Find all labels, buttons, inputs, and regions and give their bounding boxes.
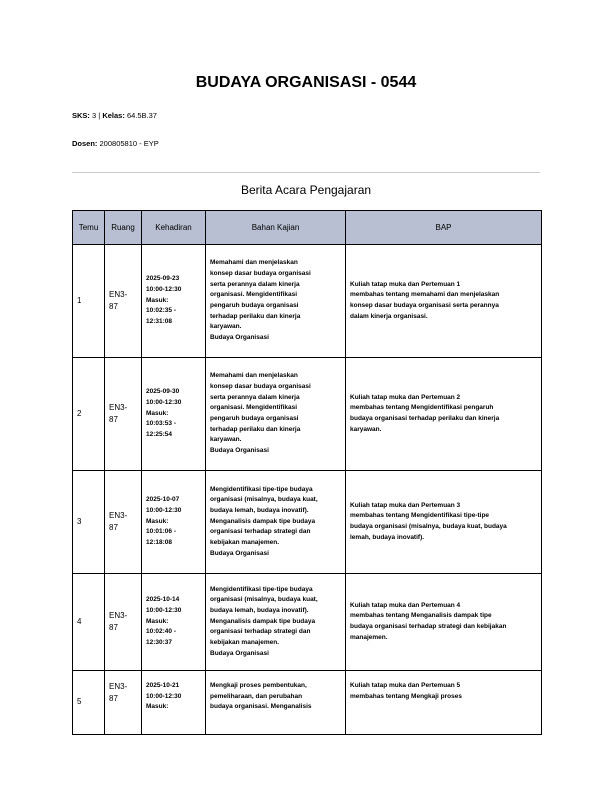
cell-ruang: EN3- 87	[105, 358, 142, 471]
cell-ruang: EN3- 87	[105, 671, 142, 735]
table-row	[73, 471, 542, 574]
cell-ruang: EN3- 87	[105, 574, 142, 671]
cell-bahan-kajian: Mengidentifikasi tipe-tipe budaya organisasi (misalnya, budaya kuat, budaya lemah, budaya inovatif). Menganalisis dampak tipe budaya organisasi terhadap strategi dan kebijakan manajemen. Budaya Organisasi	[206, 471, 346, 574]
header-temu: Temu	[73, 211, 105, 245]
table-row	[73, 574, 542, 671]
cell-bap: Kuliah tatap muka dan Pertemuan 1 membahas tentang memahami dan menjelaskan konsep dasar budaya organisasi serta perannya dalam kinerja organisasi.	[346, 245, 542, 358]
header-bahan-kajian: Bahan Kajian	[206, 211, 346, 245]
section-title: Berita Acara Pengajaran	[240, 183, 372, 197]
header-ruang: Ruang	[105, 211, 142, 245]
cell-kehadiran: 2025-10-21 10:00-12:30 Masuk:	[142, 671, 206, 735]
cell-bahan-kajian: Memahami dan menjelaskan konsep dasar budaya organisasi serta perannya dalam kinerja organisasi. Mengidentifikasi pengaruh budaya organisasi terhadap perilaku dan kinerja karyawan. Budaya Organisasi	[206, 358, 346, 471]
header-bap: BAP	[346, 211, 542, 245]
table-row	[73, 245, 542, 358]
cell-bap: Kuliah tatap muka dan Pertemuan 5 membahas tentang Mengkaji proses	[346, 671, 542, 735]
cell-kehadiran: 2025-10-07 10:00-12:30 Masuk: 10:01:06 - 12:18:08	[142, 471, 206, 574]
sks-label: SKS:	[72, 111, 90, 120]
cell-bahan-kajian: Memahami dan menjelaskan konsep dasar budaya organisasi serta perannya dalam kinerja organisasi. Mengidentifikasi pengaruh budaya organisasi terhadap perilaku dan kinerja karyawan. Budaya Organisasi	[206, 245, 346, 358]
lecturer-meta	[72, 139, 159, 148]
course-meta	[72, 111, 157, 120]
dosen-label: Dosen:	[72, 139, 98, 148]
cell-ruang: EN3- 87	[105, 471, 142, 574]
sks-value: 3	[92, 111, 97, 120]
dosen-value: 200805810 - EYP	[99, 139, 159, 148]
cell-temu: 2	[73, 358, 105, 471]
kelas-value: 64.5B.37	[126, 111, 157, 120]
divider	[72, 172, 540, 173]
table-row	[73, 671, 542, 735]
cell-temu: 5	[73, 671, 105, 735]
cell-kehadiran: 2025-10-14 10:00-12:30 Masuk: 10:02:40 - 12:30:37	[142, 574, 206, 671]
table-header-row	[73, 211, 542, 245]
bap-table	[72, 210, 542, 735]
meta-separator: |	[98, 111, 101, 120]
cell-bap: Kuliah tatap muka dan Pertemuan 4 membahas tentang Menganalisis dampak tipe budaya organisasi terhadap strategi dan kebijakan manajemen.	[346, 574, 542, 671]
cell-temu: 4	[73, 574, 105, 671]
cell-bahan-kajian: Mengkaji proses pembentukan, pemeliharaan, dan perubahan budaya organisasi. Menganalisis	[206, 671, 346, 735]
kelas-label: Kelas:	[102, 111, 125, 120]
cell-temu: 1	[73, 245, 105, 358]
cell-bap: Kuliah tatap muka dan Pertemuan 2 membahas tentang Mengidentifikasi pengaruh budaya organisasi terhadap perilaku dan kinerja karyawan.	[346, 358, 542, 471]
table-row	[73, 358, 542, 471]
cell-bap: Kuliah tatap muka dan Pertemuan 3 membahas tentang Mengidentifikasi tipe-tipe budaya organisasi (misalnya, budaya kuat, budaya lemah, budaya inovatif).	[346, 471, 542, 574]
cell-kehadiran: 2025-09-30 10:00-12:30 Masuk: 10:03:53 - 12:25:54	[142, 358, 206, 471]
cell-kehadiran: 2025-09-23 10:00-12:30 Masuk: 10:02:35 - 12:31:08	[142, 245, 206, 358]
cell-bahan-kajian: Mengidentifikasi tipe-tipe budaya organisasi (misalnya, budaya kuat, budaya lemah, budaya inovatif). Menganalisis dampak tipe budaya organisasi terhadap strategi dan kebijakan manajemen. Budaya Organisasi	[206, 574, 346, 671]
course-title: BUDAYA ORGANISASI - 0544	[195, 74, 417, 91]
cell-ruang: EN3- 87	[105, 245, 142, 358]
cell-temu: 3	[73, 471, 105, 574]
header-kehadiran: Kehadiran	[142, 211, 206, 245]
